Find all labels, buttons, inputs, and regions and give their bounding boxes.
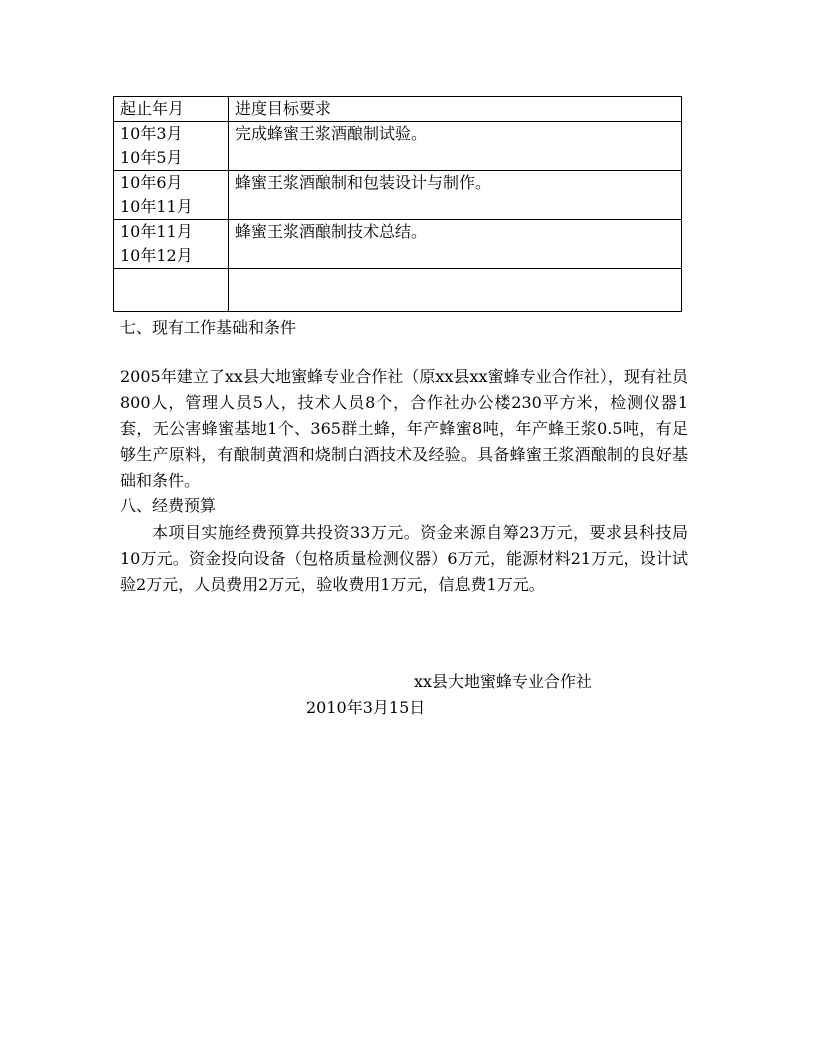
period-cell <box>114 122 229 171</box>
period-start: 10年3月 <box>120 124 183 143</box>
section-7-heading: 七、现有工作基础和条件 <box>120 318 297 337</box>
goal-cell: 蜂蜜王浆酒酿制技术总结。 <box>229 220 682 269</box>
period-end: 10年11月 <box>120 197 193 216</box>
table-empty-row <box>114 269 682 312</box>
period-cell <box>114 220 229 269</box>
goal-cell: 完成蜂蜜王浆酒酿制试验。 <box>229 122 682 171</box>
period-start: 10年6月 <box>120 173 183 192</box>
period-start: 10年11月 <box>120 222 193 241</box>
table-row <box>114 220 682 269</box>
empty-cell <box>114 269 229 312</box>
signature-date: 2010年3月15日 <box>306 698 426 717</box>
table-row <box>114 171 682 220</box>
signature-organization: xx县大地蜜蜂专业合作社 <box>414 672 593 691</box>
header-goal: 进度目标要求 <box>229 97 682 122</box>
section-7-body: 2005年建立了xx县大地蜜蜂专业合作社（原xx县xx蜜蜂专业合作社），现有社员800人，管理人员5人，技术人员8个，合作社办公楼230平方米，检测仪器1套，无公害蜂蜜基地1个、365群土蜂，年产蜂蜜8吨，年产蜂王浆0.5吨，有足够生产原料，有酿制黄酒和烧制白酒技术及经验。具备蜂蜜王浆酒酿制的良好基础和条件。 <box>120 367 688 490</box>
section-8-body: 本项目实施经费预算共投资33万元。资金来源自筹23万元，要求县科技局10万元。资金投向设备（包格质量检测仪器）6万元，能源材料21万元，设计试验2万元，人员费用2万元，验收费用1万元，信息费1万元。 <box>120 523 688 594</box>
period-end: 10年5月 <box>120 148 183 167</box>
schedule-table <box>113 96 682 312</box>
period-end: 10年12月 <box>120 246 193 265</box>
goal-cell: 蜂蜜王浆酒酿制和包装设计与制作。 <box>229 171 682 220</box>
period-cell <box>114 171 229 220</box>
table-row <box>114 122 682 171</box>
section-8-heading: 八、经费预算 <box>120 496 217 515</box>
header-period: 起止年月 <box>114 97 229 122</box>
table-header-row <box>114 97 682 122</box>
empty-cell <box>229 269 682 312</box>
